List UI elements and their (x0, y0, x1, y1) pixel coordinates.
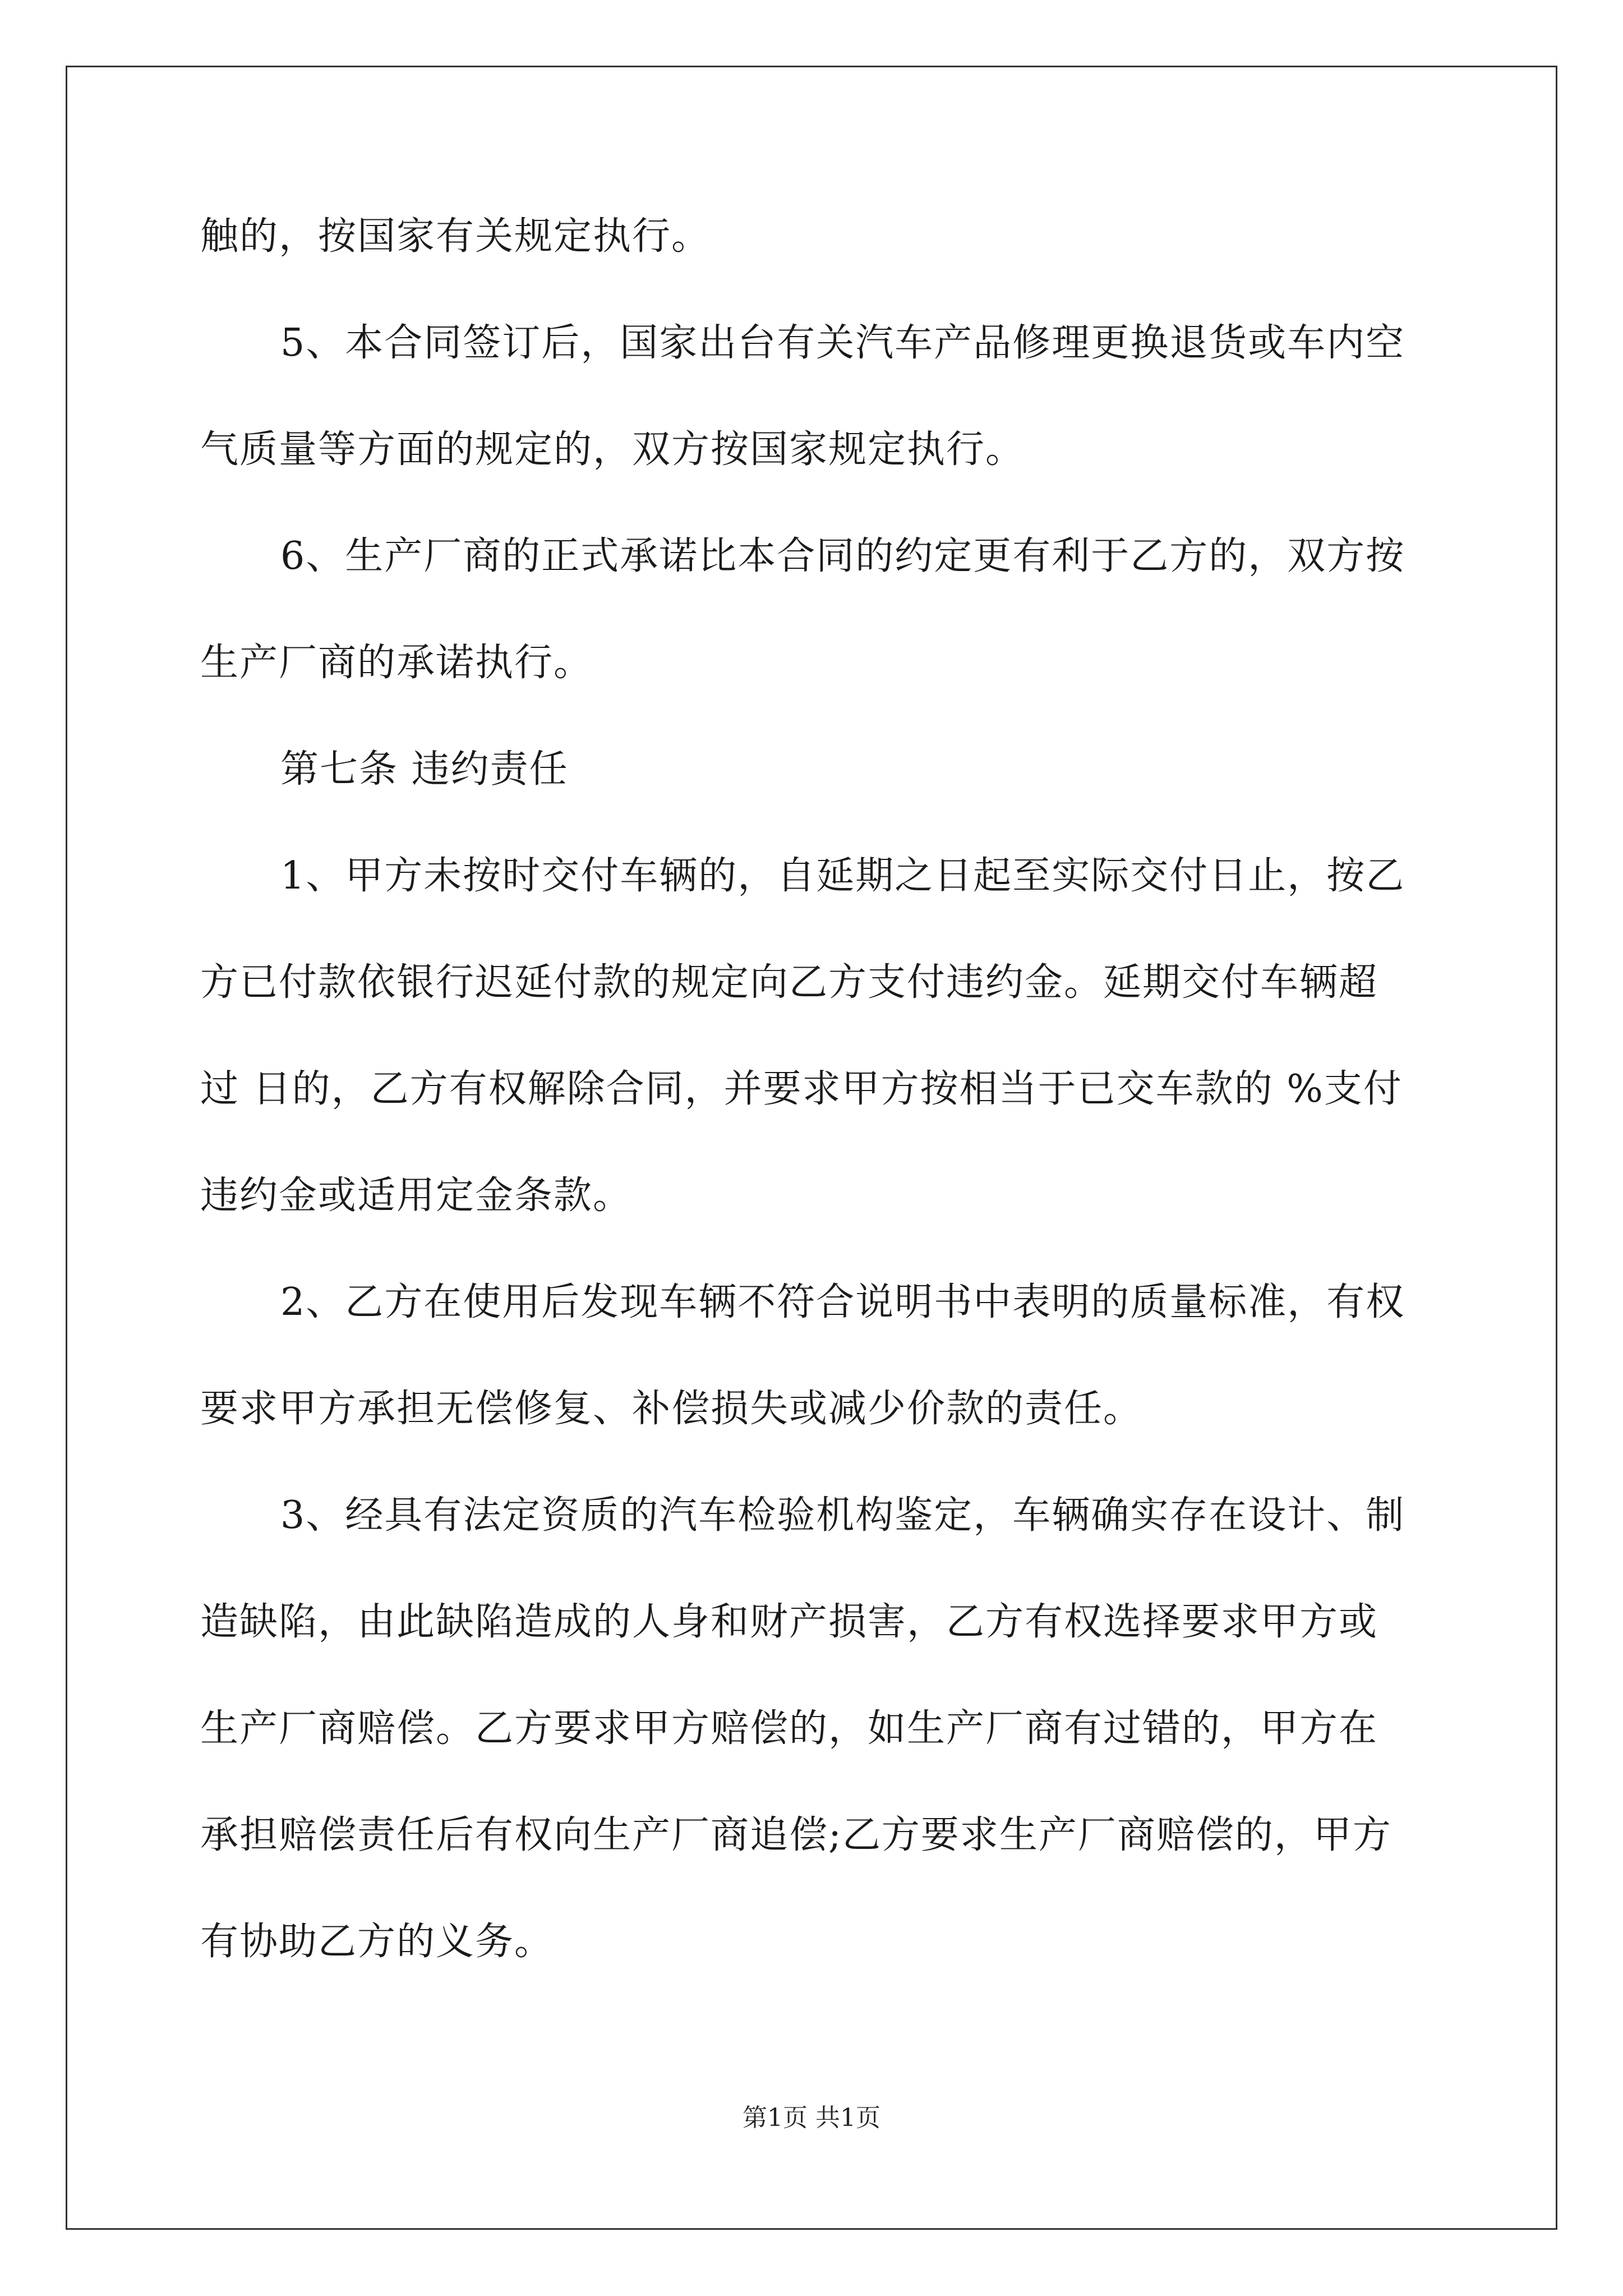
page-footer: 第1页 共1页 (743, 2104, 880, 2132)
text-line: 承担赔偿责任后有权向生产厂商追偿;乙方要求生产厂商赔偿的，甲方 (200, 1813, 1392, 1857)
text-line: 6、生产厂商的正式承诺比本合同的约定更有利于乙方的，双方按 (280, 534, 1405, 578)
text-line: 触的，按国家有关规定执行。 (200, 214, 711, 259)
text-line: 过 日的，乙方有权解除合同，并要求甲方按相当于已交车款的 %支付 (200, 1067, 1403, 1111)
text-line: 3、经具有法定资质的汽车检验机构鉴定，车辆确实存在设计、制 (280, 1493, 1405, 1538)
text-line: 造缺陷，由此缺陷造成的人身和财产损害，乙方有权选择要求甲方或 (200, 1600, 1378, 1644)
text-line: 要求甲方承担无偿修复、补偿损失或减少价款的责任。 (200, 1387, 1143, 1431)
text-line: 违约金或适用定金条款。 (200, 1174, 633, 1218)
page-border (66, 66, 1557, 2230)
text-line: 生产厂商的承诺执行。 (200, 641, 593, 685)
text-line: 生产厂商赔偿。乙方要求甲方赔偿的，如生产厂商有过错的，甲方在 (200, 1706, 1378, 1751)
text-line: 有协助乙方的义务。 (200, 1920, 554, 1964)
text-line: 气质量等方面的规定的，双方按国家规定执行。 (200, 427, 1025, 472)
text-line: 方已付款依银行迟延付款的规定向乙方支付违约金。延期交付车辆超 (200, 960, 1378, 1005)
text-line: 5、本合同签订后，国家出台有关汽车产品修理更换退货或车内空 (280, 321, 1405, 365)
text-line: 1、甲方未按时交付车辆的，自延期之日起至实际交付日止，按乙 (280, 854, 1405, 898)
section-heading: 第七条 违约责任 (280, 747, 569, 792)
text-line: 2、乙方在使用后发现车辆不符合说明书中表明的质量标准，有权 (280, 1280, 1405, 1324)
